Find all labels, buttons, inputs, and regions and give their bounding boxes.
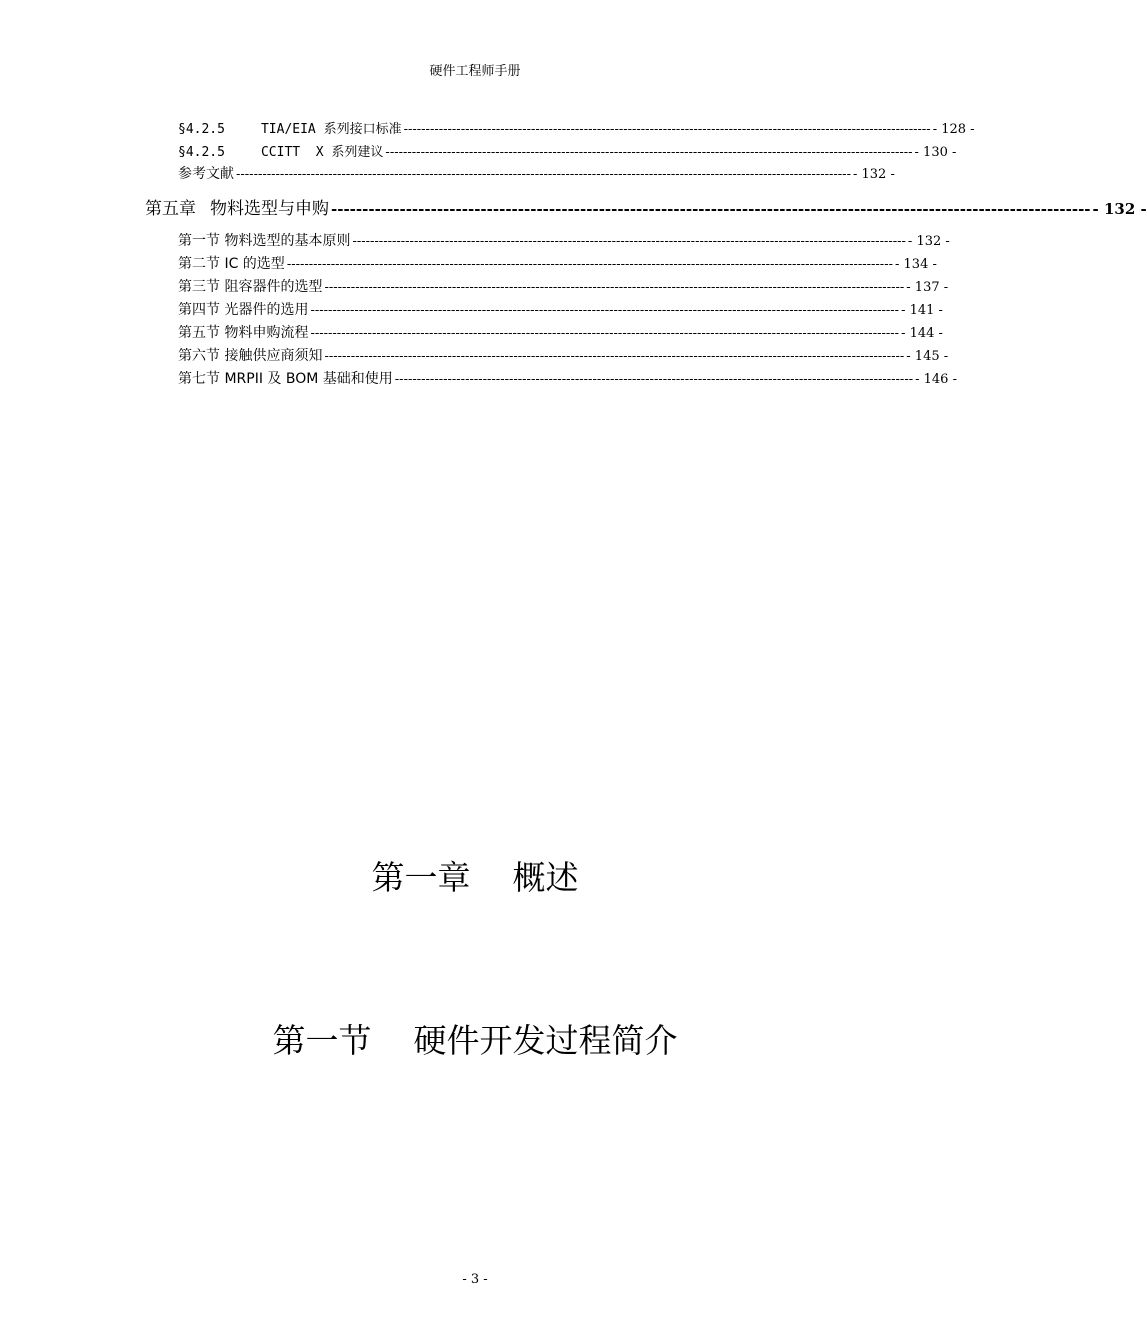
toc-leader: ------------------------------------------------------------------------------------------------------------------------------------ <box>324 349 905 364</box>
page-number-footer: - 3 - <box>462 1272 488 1287</box>
toc-entry-page: - 141 - <box>901 303 943 318</box>
toc-leader: -------------------------------------------------------------------------------------------------------------------------------------- <box>310 303 900 318</box>
toc-leader: -------------------------------------------------------------------------------------------------------------------------- <box>331 200 1091 218</box>
toc-entry-title: 光器件的选用 <box>224 302 309 318</box>
toc-leader: ---------------------------------------------------------------------------------------------------------------------- <box>394 372 914 387</box>
toc-entry-page: - 145 - <box>906 349 949 364</box>
toc-entry[interactable] <box>178 141 957 160</box>
section-heading-number: 第一节 <box>272 1021 372 1060</box>
toc-entry-title: 物料选型与申购 <box>210 199 329 219</box>
toc-entry-title: MRPII 及 BOM 基础和使用 <box>224 371 393 387</box>
toc-section-number: 第四节 <box>178 302 220 318</box>
toc-entry-title: CCITT X 系列建议 <box>260 145 384 160</box>
toc-leader: ------------------------------------------------------------------------------------------------------------------------ <box>403 122 931 137</box>
toc-entry[interactable] <box>178 230 950 250</box>
section-heading <box>0 1015 950 1062</box>
toc-leader: ------------------------------------------------------------------------------------------------------------------------------------ <box>324 280 905 295</box>
toc-entry-page: - 132 - <box>852 167 895 182</box>
toc-leader: ------------------------------------------------------------------------------------------------------------------------ <box>385 145 913 160</box>
toc-entry[interactable] <box>178 322 943 342</box>
running-header: 硬件工程师手册 <box>429 64 521 79</box>
toc-entry-page: - 134 - <box>895 257 937 272</box>
toc-entry[interactable] <box>178 368 957 388</box>
toc-entry-number: §4.2.5 <box>178 122 225 137</box>
toc-section-number: 第五节 <box>178 325 220 341</box>
toc-leader: -------------------------------------------------------------------------------------------------------------------------------------- <box>310 326 900 341</box>
chapter-heading-title: 概述 <box>512 858 579 897</box>
toc-leader: -------------------------------------------------------------------------------------------------------------------------------------------- <box>236 167 851 182</box>
toc-entry[interactable] <box>178 163 895 183</box>
toc-entry[interactable] <box>178 276 949 296</box>
toc-chapter-entry[interactable] <box>145 194 1147 219</box>
toc-entry[interactable] <box>178 345 949 365</box>
toc-entry-title: TIA/EIA 系列接口标准 <box>260 122 402 137</box>
toc-section-number: 第一节 <box>178 233 220 249</box>
toc-entry-page: - 137 - <box>906 280 949 295</box>
toc-entry[interactable] <box>178 299 943 319</box>
toc-section-number: 第六节 <box>178 348 220 364</box>
toc-section-number: 第三节 <box>178 279 220 295</box>
toc-entry-page: - 130 - <box>914 145 957 160</box>
toc-entry-page: - 144 - <box>901 326 943 341</box>
toc-entry-title: 阻容器件的选型 <box>224 279 323 295</box>
toc-entry-number: §4.2.5 <box>178 145 225 160</box>
toc-chapter-number: 第五章 <box>145 199 196 219</box>
toc-entry-title: 参考文献 <box>178 166 234 182</box>
chapter-heading-number: 第一章 <box>371 858 471 897</box>
toc-leader: ------------------------------------------------------------------------------------------------------------------------------------------ <box>286 257 893 272</box>
toc-entry-title: IC 的选型 <box>224 256 285 272</box>
toc-entry-page: - 146 - <box>915 372 957 387</box>
toc-section-number: 第二节 <box>178 256 220 272</box>
toc-entry[interactable] <box>178 253 937 273</box>
toc-entry-page: - 128 - <box>932 122 975 137</box>
toc-entry-title: 接触供应商须知 <box>224 348 323 364</box>
toc-entry-page: - 132 - <box>1092 200 1147 218</box>
toc-entry-page: - 132 - <box>907 234 950 249</box>
section-heading-title: 硬件开发过程简介 <box>413 1021 678 1060</box>
toc-leader: ------------------------------------------------------------------------------------------------------------------------------ <box>352 234 906 249</box>
toc-entry[interactable] <box>178 118 975 137</box>
toc-entry-title: 物料申购流程 <box>224 325 309 341</box>
chapter-heading <box>0 852 950 899</box>
toc-section-number: 第七节 <box>178 371 220 387</box>
toc-entry-title: 物料选型的基本原则 <box>224 233 351 249</box>
